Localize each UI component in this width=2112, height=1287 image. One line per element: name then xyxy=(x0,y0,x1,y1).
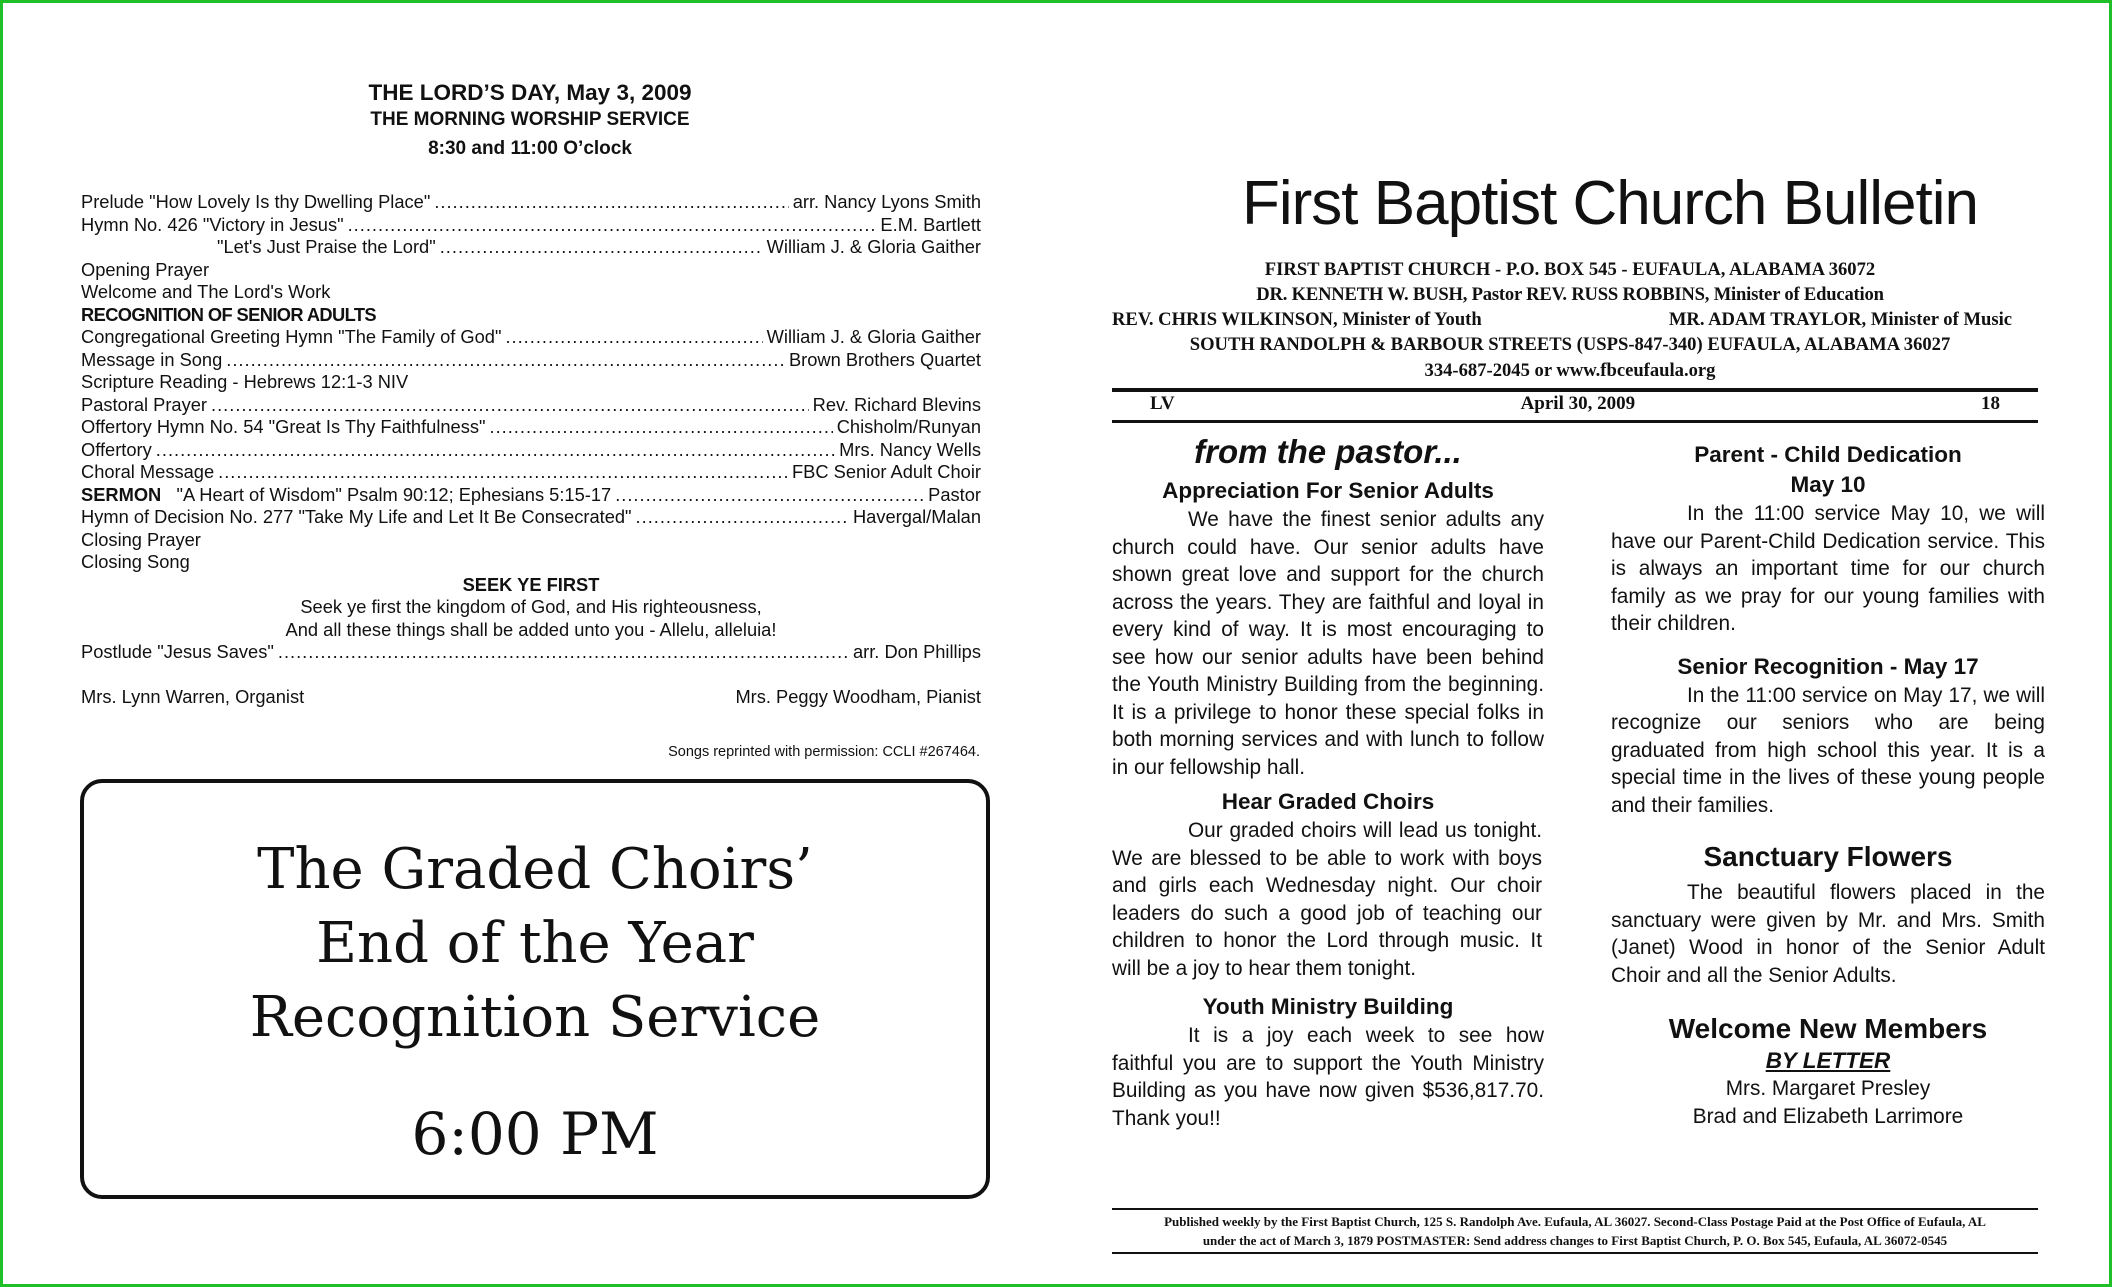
choir-box-line-2: End of the Year xyxy=(316,911,754,976)
masthead-staff-2 xyxy=(1112,309,2012,331)
spacer xyxy=(81,664,981,687)
dot-leader xyxy=(636,506,849,529)
masthead-rule-bottom xyxy=(1112,420,2038,423)
masthead-address: FIRST BAPTIST CHURCH - P.O. BOX 545 - EUFAULA, ALABAMA 36072 xyxy=(1264,259,1876,280)
appreciation-title: Appreciation For Senior Adults xyxy=(1162,478,1494,503)
program-row-praise xyxy=(81,236,981,259)
choir-box-time: 6:00 PM xyxy=(411,1100,659,1168)
pastor-heading: from the pastor... xyxy=(1194,433,1462,470)
program-credit: Rev. Richard Blevins xyxy=(812,393,981,415)
program-item xyxy=(81,484,611,507)
issue-date: April 30, 2009 xyxy=(1520,393,1636,414)
program-row-prelude xyxy=(81,191,981,214)
program-row-decision xyxy=(81,506,981,529)
choirs-body: Our graded choirs will lead us tonight. We are blessed to be able to work with boys and girls each Wednesday night. Our choir leaders do such a good job of teaching our children to honor the Lord through music. It will be a joy to hear them tonight. xyxy=(1112,819,1542,980)
program-item: Offertory xyxy=(81,438,152,460)
program-row-pastoral-prayer xyxy=(81,394,981,417)
choir-box-line-1: The Graded Choirs’ xyxy=(257,837,813,902)
flowers-title: Sanctuary Flowers xyxy=(1703,841,1953,872)
masthead-rule-top xyxy=(1112,388,2038,392)
dot-leader xyxy=(615,484,924,507)
program-recognition: RECOGNITION OF SENIOR ADULTS xyxy=(81,303,376,325)
program-credit: Chisholm/Runyan xyxy=(836,416,981,437)
program-closing-prayer: Closing Prayer xyxy=(81,528,201,550)
youth-body: It is a joy each week to see how faithful you are to support the Youth Ministry Building as you have now given $536,817.70. Thank you!! xyxy=(1112,1024,1544,1130)
youth-title: Youth Ministry Building xyxy=(1202,994,1454,1019)
program-credit: Mrs. Nancy Wells xyxy=(839,438,981,460)
publication-line-2: under the act of March 3, 1879 POSTMASTER: Send address changes to First Baptist Church, P. O. Box 545, Eufaula, AL 36072-0545 xyxy=(1202,1233,1948,1248)
program-row-sermon xyxy=(81,484,981,507)
masthead-staff-1: DR. KENNETH W. BUSH, Pastor REV. RUSS ROBBINS, Minister of Education xyxy=(1256,284,1884,305)
dot-leader xyxy=(156,439,835,462)
member-2: Brad and Elizabeth Larrimore xyxy=(1692,1104,1964,1128)
service-date-title: THE LORD’S DAY, May 3, 2009 xyxy=(368,80,692,105)
ccli-credits: Songs reprinted with permission: CCLI #267464. xyxy=(668,744,980,760)
dedication-date: May 10 xyxy=(1790,472,1866,497)
program-item: Hymn of Decision No. 277 "Take My Life and Let It Be Consecrated" xyxy=(81,506,632,527)
dot-leader xyxy=(226,349,785,372)
service-title: THE MORNING WORSHIP SERVICE xyxy=(370,109,690,130)
sermon-title: "A Heart of Wisdom" Psalm 90:12; Ephesians 5:15-17 xyxy=(176,483,612,505)
program-item: Prelude "How Lovely Is thy Dwelling Place" xyxy=(81,191,431,212)
pastor-column xyxy=(1112,430,1544,1132)
program-row-offertory xyxy=(81,439,981,462)
program-closing-song: Closing Song xyxy=(81,551,190,572)
program-credit: arr. Don Phillips xyxy=(852,641,981,662)
footer-rule-bottom xyxy=(1112,1252,2038,1254)
member-1: Mrs. Margaret Presley xyxy=(1725,1077,1931,1100)
program-item: Choral Message xyxy=(81,461,215,482)
senior-body: In the 11:00 service on May 17, we will recognize our seniors who are being graduated from high school this year. It is a special time in the lives of these young people and their families. xyxy=(1611,683,2045,817)
dedication-title: Parent - Child Dedication xyxy=(1694,442,1962,467)
organist: Mrs. Lynn Warren, Organist xyxy=(81,686,305,707)
senior-title: Senior Recognition - May 17 xyxy=(1677,653,1979,679)
pianist: Mrs. Peggy Woodham, Pianist xyxy=(735,686,981,707)
music-minister: MR. ADAM TRAYLOR, Minister of Music xyxy=(1668,309,2012,330)
program-item: Congregational Greeting Hymn "The Family of God" xyxy=(81,326,502,347)
publication-line-1: Published weekly by the First Baptist Church, 125 S. Randolph Ave. Eufaula, AL 36027. Second-Class Postage Paid at the Post Office of Eufaula, AL xyxy=(1164,1214,1986,1229)
dot-leader xyxy=(278,641,849,664)
dot-leader xyxy=(505,326,762,349)
issue-line xyxy=(1112,393,2038,415)
bulletin-title: First Baptist Church Bulletin xyxy=(1242,169,1978,238)
program-row-greeting xyxy=(81,326,981,349)
members-title: Welcome New Members xyxy=(1668,1013,1988,1044)
program-credit: William J. & Gloria Gaither xyxy=(766,236,981,257)
publication-notice xyxy=(1112,1212,2038,1250)
choirs-title: Hear Graded Choirs xyxy=(1221,789,1435,814)
dot-leader xyxy=(434,191,788,214)
youth-minister: REV. CHRIS WILKINSON, Minister of Youth xyxy=(1112,309,1482,330)
service-times: 8:30 and 11:00 O’clock xyxy=(428,138,632,159)
program-row-postlude xyxy=(81,641,981,664)
musicians-row xyxy=(81,686,981,709)
program-row-hymn426 xyxy=(81,214,981,237)
seek-title: SEEK YE FIRST xyxy=(462,573,600,595)
program-credit: FBC Senior Adult Choir xyxy=(792,461,981,482)
dot-leader xyxy=(440,236,763,259)
dot-leader xyxy=(211,394,809,417)
program-item: "Let's Just Praise the Lord" xyxy=(217,236,436,257)
program-opening-prayer: Opening Prayer xyxy=(81,258,210,280)
choir-box-line-3: Recognition Service xyxy=(249,985,821,1050)
order-of-worship xyxy=(81,191,981,709)
issue-volume: LV xyxy=(1150,393,1175,414)
masthead-contact: 334-687-2045 or www.fbceufaula.org xyxy=(1424,360,1716,381)
program-welcome: Welcome and The Lord's Work xyxy=(81,281,331,302)
seek-line-2: And all these things shall be added unto you - Allelu, alleluia! xyxy=(285,618,777,640)
dot-leader xyxy=(218,461,788,484)
program-item: Pastoral Prayer xyxy=(81,393,207,415)
program-item: Postlude "Jesus Saves" xyxy=(81,641,274,662)
footer-rule-top xyxy=(1112,1208,2038,1210)
masthead-streets: SOUTH RANDOLPH & BARBOUR STREETS (USPS-847-340) EUFAULA, ALABAMA 36027 xyxy=(1189,334,1951,355)
announcements-column xyxy=(1611,440,2045,1130)
program-row-choral xyxy=(81,461,981,484)
issue-number: 18 xyxy=(1981,393,2000,414)
dot-leader xyxy=(489,416,832,439)
members-subtitle: BY LETTER xyxy=(1765,1048,1891,1073)
program-credit: Pastor xyxy=(928,483,981,505)
flowers-body: The beautiful flowers placed in the sanctuary were given by Mr. and Mrs. Smith (Janet) Wood in honor of the Senior Adult Choir and all the Senior Adults. xyxy=(1611,881,2045,987)
program-credit: William J. & Gloria Gaither xyxy=(766,326,981,347)
seek-line-1: Seek ye first the kingdom of God, and His righteousness, xyxy=(300,596,762,617)
program-row-message-song xyxy=(81,349,981,372)
choir-announcement-box xyxy=(80,779,990,1199)
program-item: Message in Song xyxy=(81,348,223,370)
dot-leader xyxy=(348,214,877,237)
program-scripture: Scripture Reading - Hebrews 12:1-3 NIV xyxy=(81,371,409,392)
program-item: Offertory Hymn No. 54 "Great Is Thy Faithfulness" xyxy=(81,416,486,437)
dedication-body: In the 11:00 service May 10, we will have our Parent-Child Dedication service. This is always an important time for our church family as we pray for our young families with their children. xyxy=(1611,502,2045,635)
program-item: Hymn No. 426 "Victory in Jesus" xyxy=(81,213,344,235)
program-row-offertory-hymn xyxy=(81,416,981,439)
program-credit: Havergal/Malan xyxy=(852,506,981,527)
program-credit: Brown Brothers Quartet xyxy=(788,348,981,370)
program-credit: E.M. Bartlett xyxy=(880,213,981,235)
sermon-label: SERMON xyxy=(81,483,162,505)
program-credit: arr. Nancy Lyons Smith xyxy=(792,191,981,212)
appreciation-body: We have the finest senior adults any church could have. Our senior adults have shown great love and support for the church across the years. They are faithful and loyal in every kind of way. It is most encouraging to see how our senior adults have been behind the Youth Ministry Building from the beginning. It is a privilege to honor these special folks in both morning services and with lunch to follow in our fellowship hall. xyxy=(1112,508,1544,779)
